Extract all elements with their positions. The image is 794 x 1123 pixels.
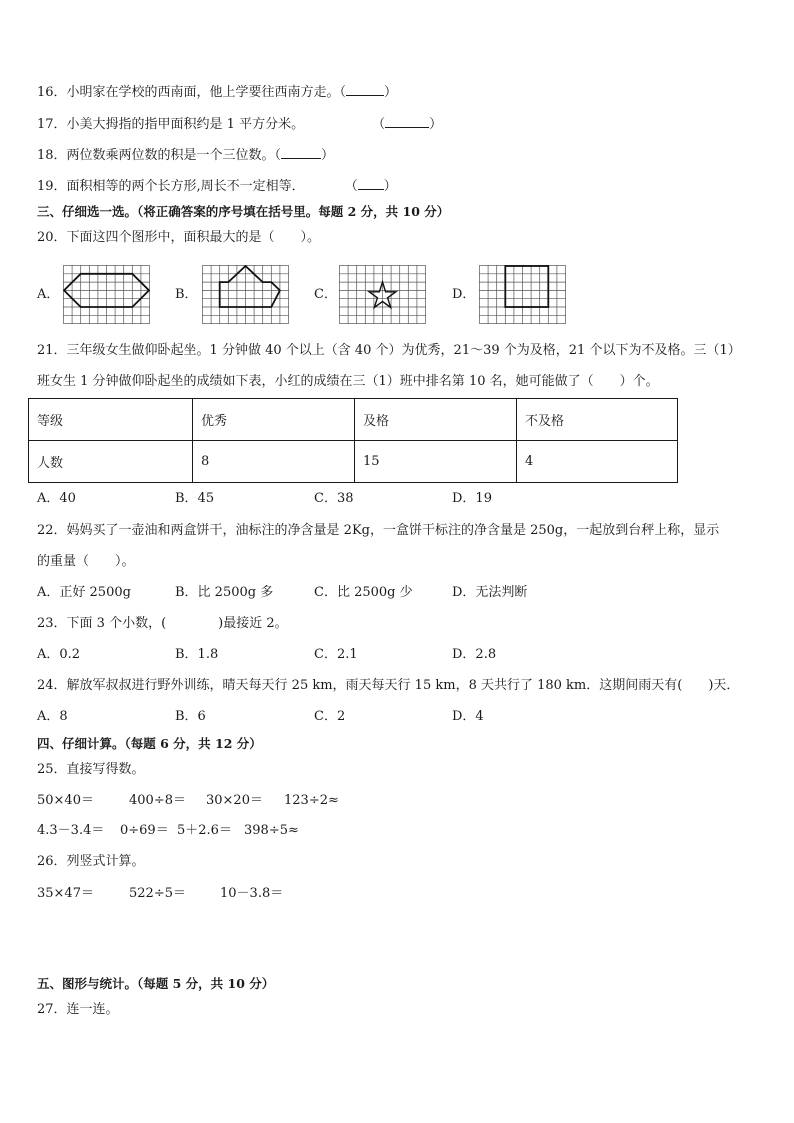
question-23-text: 23．下面 3 个小数，( )最接近 2。 [37,616,288,631]
question-22-line-2: 的重量（ ）。 [37,554,135,569]
q23-choice-b[interactable]: B．1.8 [175,647,219,662]
calc-item: 10－3.8＝ [220,886,284,901]
question-19-text: 19．面积相等的两个长方形,周长不一定相等． [37,179,305,194]
q24-choice-b[interactable]: B．6 [175,709,206,724]
grid-figure-b [202,265,290,325]
calc-item: 522÷5＝ [129,886,186,901]
table-cell: 15 [355,441,517,483]
grid-figure-c [339,265,427,325]
question-16-text: 16．小明家在学校的西南面，他上学要往西南方走。（ [37,85,347,100]
q20-option-c-label[interactable]: C． [314,287,337,302]
q21-choice-d[interactable]: D．19 [452,491,492,506]
question-24-text: 24．解放军叔叔进行野外训练，晴天每天行 25 km，雨天每天行 15 km，8 天共行了 180 km．这期间雨天有( )天． [37,678,740,693]
q20-option-b-label[interactable]: B． [175,287,198,302]
q22-choice-d[interactable]: D．无法判断 [452,585,528,600]
grid-lines-b [202,265,289,324]
question-26-text: 26．列竖式计算。 [37,854,145,869]
section-5-heading: 五、图形与统计。（每题 5 分，共 10 分） [37,976,275,991]
q21-choice-a[interactable]: A．40 [37,491,76,506]
table-cell: 优秀 [193,399,355,441]
grid-lines-d [479,265,566,324]
q21-choice-b[interactable]: B．45 [175,491,215,506]
q22-choice-a[interactable]: A．正好 2500g [37,585,131,600]
table-row [29,441,678,483]
table-cell: 8 [193,441,355,483]
square-shape [505,266,548,307]
q24-choice-c[interactable]: C．2 [314,709,346,724]
question-21-line-1: 21．三年级女生做仰卧起坐。1 分钟做 40 个以上（含 40 个）为优秀，21～39 个为及格，21 个以下为不及格。三（1） [37,343,741,358]
house-shape [220,266,280,307]
section-4-heading: 四、仔细计算。（每题 6 分，共 12 分） [37,736,262,751]
calc-item: 0÷69＝ [120,823,169,838]
calc-item: 398÷5≈ [244,823,299,838]
table-cell: 人数 [29,441,193,483]
grid-figure-d [479,265,567,325]
calc-item: 5＋2.6＝ [177,823,232,838]
table-cell: 4 [517,441,678,483]
score-table [28,398,678,483]
question-18: 18．两位数乘两位数的积是一个三位数。（ ） [37,148,335,163]
q20-option-a-label[interactable]: A． [37,287,60,302]
q23-choice-a[interactable]: A．0.2 [37,647,81,662]
q22-choice-b[interactable]: B．比 2500g 多 [175,585,274,600]
calc-item: 123÷2≈ [284,793,339,808]
question-27-text: 27．连一连。 [37,1002,119,1017]
q23-choice-d[interactable]: D．2.8 [452,647,497,662]
table-cell: 等级 [29,399,193,441]
grid-lines-c [339,265,426,324]
answer-blank-19[interactable] [358,177,384,190]
grid-figure-a [63,265,151,325]
table-cell: 及格 [355,399,517,441]
question-17-text: 17．小美大拇指的指甲面积约是 1 平方分米。 [37,117,305,132]
question-22-line-1: 22．妈妈买了一壶油和两盒饼干，油标注的净含量是 2Kg，一盒饼干标注的净含量是 250g，一起放到台秤上称，显示 [37,523,720,538]
question-19: 19．面积相等的两个长方形,周长不一定相等． （ ） [37,179,397,194]
calc-item: 50×40＝ [37,793,94,808]
question-20-text: 20．下面这四个图形中，面积最大的是（ ）。 [37,230,321,245]
q22-choice-c[interactable]: C．比 2500g 少 [314,585,413,600]
question-17: 17．小美大拇指的指甲面积约是 1 平方分米。 （ ） [37,117,443,132]
q24-choice-a[interactable]: A．8 [37,709,68,724]
question-16: 16．小明家在学校的西南面，他上学要往西南方走。（ ） [37,85,398,100]
calc-item: 400÷8＝ [129,793,186,808]
question-21-line-2: 班女生 1 分钟做仰卧起坐的成绩如下表，小红的成绩在三（1）班中排名第 10 名，她可能做了（ ）个。 [37,374,659,389]
table-cell: 不及格 [517,399,678,441]
answer-blank-17[interactable] [385,115,429,128]
question-25-text: 25．直接写得数。 [37,762,145,777]
q23-choice-c[interactable]: C．2.1 [314,647,358,662]
q24-choice-d[interactable]: D．4 [452,709,484,724]
q20-option-d-label[interactable]: D． [452,287,476,302]
calc-item: 30×20＝ [206,793,263,808]
calc-item: 35×47＝ [37,886,94,901]
calc-item: 4.3－3.4＝ [37,823,105,838]
section-3-heading: 三、仔细选一选。（将正确答案的序号填在括号里。每题 2 分，共 10 分） [37,204,450,219]
answer-blank-18[interactable] [281,146,321,159]
table-header-row [29,399,678,441]
answer-blank-16[interactable] [346,83,384,96]
question-18-text: 18．两位数乘两位数的积是一个三位数。（ [37,148,282,163]
q21-choice-c[interactable]: C．38 [314,491,354,506]
